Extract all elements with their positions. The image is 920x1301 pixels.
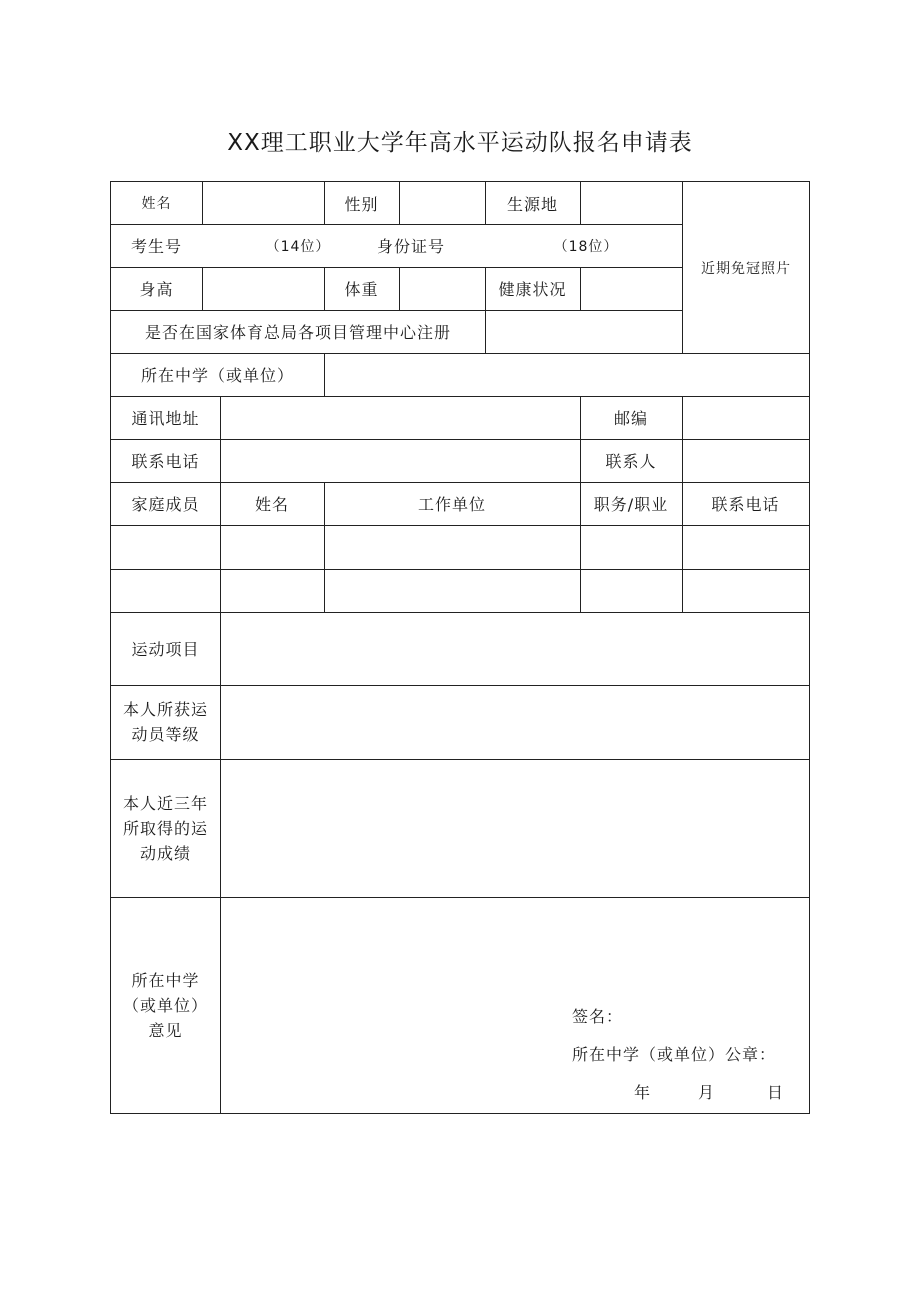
seal-label: 所在中学（或单位）公章： (572, 1045, 777, 1064)
sport-label: 运动项目 (131, 640, 200, 659)
phone-label: 联系电话 (131, 452, 200, 471)
origin-field[interactable] (581, 182, 682, 224)
health-field[interactable] (581, 267, 682, 310)
family-header-member: 家庭成员 (131, 495, 200, 514)
name-label: 姓名 (141, 196, 172, 212)
family-header-phone: 联系电话 (711, 495, 780, 514)
postcode-field[interactable] (683, 396, 809, 439)
height-label: 身高 (139, 280, 174, 299)
registered-label: 是否在国家体育总局各项目管理中心注册 (144, 323, 451, 342)
family-row-2-position[interactable] (581, 570, 682, 612)
family-header-name: 姓名 (254, 495, 289, 514)
family-row-2-name[interactable] (221, 570, 324, 612)
phone-field[interactable] (221, 439, 580, 482)
results-label-line: 动成绩 (139, 843, 191, 863)
opinion-label-line: 所在中学 (131, 970, 200, 990)
name-field[interactable] (203, 182, 324, 224)
date-month-label: 月 (698, 1083, 716, 1102)
weight-label: 体重 (344, 280, 379, 299)
gender-label: 性别 (344, 194, 379, 214)
level-field[interactable] (221, 686, 809, 759)
level-label (111, 685, 220, 759)
family-row-1-position[interactable] (581, 526, 682, 569)
results-label-line: 所取得的运 (122, 818, 208, 838)
photo-box[interactable]: 近期免冠照片 (701, 260, 791, 277)
level-label-line: 本人所获运 (122, 700, 208, 719)
family-row-1-member[interactable] (111, 526, 220, 569)
contact-field[interactable] (683, 439, 809, 482)
contact-label: 联系人 (605, 452, 657, 471)
signature-label: 签名： (572, 1007, 624, 1026)
opinion-field[interactable] (221, 898, 809, 1113)
health-label: 健康状况 (498, 280, 567, 299)
results-label-line: 本人近三年 (122, 793, 208, 813)
id-no-label: 身份证号 (376, 237, 445, 256)
opinion-label (111, 897, 220, 1113)
registered-field[interactable] (486, 310, 682, 353)
id-no-hint[interactable]: （18位） (553, 238, 619, 255)
family-header-employer: 工作单位 (417, 495, 486, 514)
date-year-label: 年 (634, 1083, 652, 1102)
family-row-2-phone[interactable] (683, 570, 809, 612)
exam-no-label: 考生号 (130, 237, 182, 256)
exam-no-hint[interactable]: （14位） (265, 238, 331, 255)
opinion-label-line: 意见 (148, 1020, 183, 1040)
postcode-label: 邮编 (613, 409, 648, 428)
application-table (110, 181, 810, 1114)
address-field[interactable] (221, 396, 580, 439)
results-label (111, 759, 220, 897)
family-row-2-member[interactable] (111, 570, 220, 612)
school-field[interactable] (325, 353, 809, 396)
results-field[interactable] (221, 760, 809, 897)
opinion-label-line: （或单位） (122, 995, 208, 1015)
address-label: 通讯地址 (131, 409, 200, 428)
family-row-1-name[interactable] (221, 526, 324, 569)
origin-label: 生源地 (506, 194, 558, 214)
family-header-position: 职务/职业 (593, 495, 669, 514)
gender-field[interactable] (400, 182, 485, 224)
level-label-line: 动员等级 (131, 725, 200, 744)
sport-field[interactable] (221, 613, 809, 685)
family-row-2-employer[interactable] (325, 570, 580, 612)
date-day-label: 日 (767, 1083, 785, 1102)
school-label: 所在中学（或单位） (140, 366, 294, 385)
form-title: XX理工职业大学年高水平运动队报名申请表 (227, 130, 693, 156)
family-row-1-employer[interactable] (325, 526, 580, 569)
family-row-1-phone[interactable] (683, 526, 809, 569)
height-field[interactable] (203, 267, 324, 310)
weight-field[interactable] (400, 267, 485, 310)
